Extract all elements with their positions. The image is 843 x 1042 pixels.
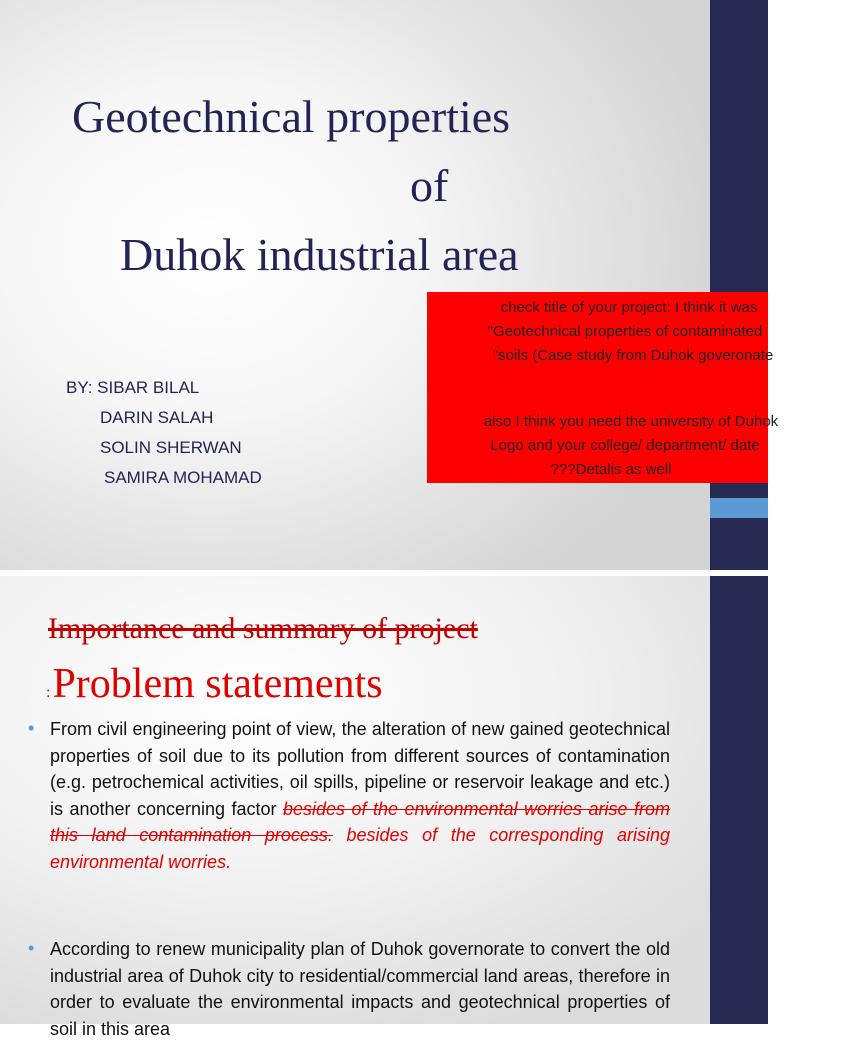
deleted-text: besides of the environmental worries arise from this land contamination process.	[50, 798, 670, 845]
bullet-paragraph-2: According to renew municipality plan of Duhok governorate to convert the old industrial area of Duhok city to residential/commercial land areas, therefore in order to evaluate the environmental impacts and geotechnical properties of soil in this area	[50, 939, 670, 1039]
title-line-1: Geotechnical properties	[72, 91, 511, 142]
struck-heading: Importance and summary of project	[48, 612, 478, 645]
comment-line: Logo and your college/ department/ date	[490, 437, 760, 454]
paragraph-text: From civil engineering point of view, the alteration of new gained geotechnical properties of soil due to its pollution from different sources of contamination (e.g. petrochemical activities, oil spills, pipeline or reservoir leakage and etc.) is another concerning factor	[50, 719, 670, 819]
bullet-paragraph-1	[50, 716, 670, 875]
inserted-text: besides of the corresponding arising environmental worries.	[50, 825, 670, 872]
bullet-icon: •	[28, 718, 35, 738]
heading-text: Problem statements	[52, 661, 383, 707]
heading-colon: :	[46, 684, 51, 701]
comment-line: check title of your project: I think it was	[500, 299, 758, 316]
comment-line: "Geotechnical properties of contaminated	[487, 323, 763, 340]
author-1: BY: SIBAR BILAL	[66, 378, 200, 397]
author-3: SOLIN SHERWAN	[100, 438, 242, 457]
side-band	[710, 576, 768, 1024]
title-line-3: Duhok industrial area	[120, 229, 519, 280]
author-2: DARIN SALAH	[100, 408, 214, 427]
problem-statement-slide	[0, 576, 768, 1039]
bullet-icon: •	[28, 938, 35, 958]
title-line-2: of	[410, 160, 449, 211]
slide-heading	[46, 660, 383, 708]
author-4: SAMIRA MOHAMAD	[104, 468, 262, 487]
comment-line: ???Detalis as well	[550, 461, 672, 478]
comment-line: also I think you need the university of Duhok	[483, 413, 779, 430]
comment-line: "soils (Case study from Duhok goveronate	[492, 347, 774, 364]
side-band-accent	[710, 498, 768, 518]
side-band	[710, 0, 768, 570]
review-comment-box	[427, 292, 779, 483]
